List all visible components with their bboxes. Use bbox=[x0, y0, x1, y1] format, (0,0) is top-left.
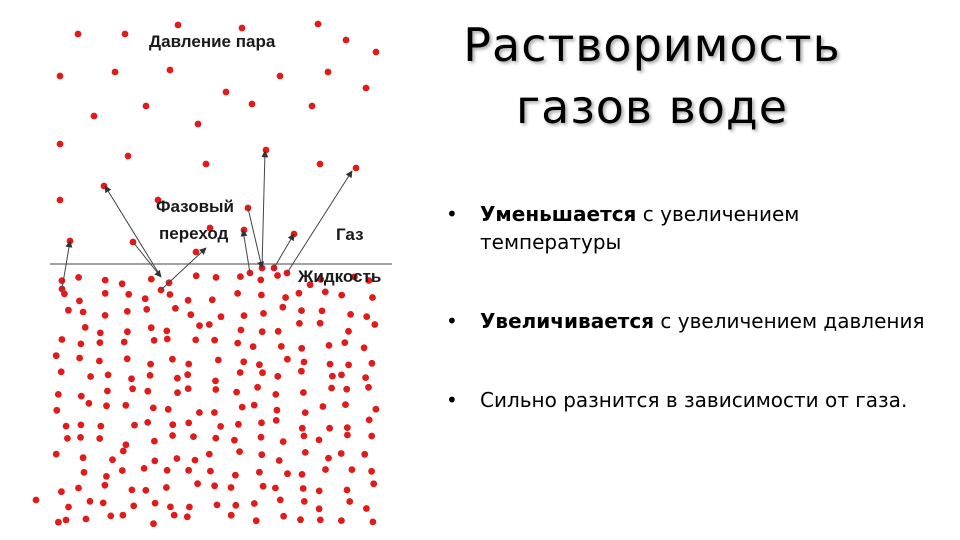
liquid-molecule bbox=[53, 352, 60, 359]
liquid-molecule bbox=[125, 291, 132, 298]
liquid-molecule bbox=[258, 451, 265, 458]
liquid-molecule bbox=[186, 504, 193, 511]
liquid-molecule bbox=[235, 421, 242, 428]
liquid-molecule bbox=[105, 372, 112, 379]
liquid-molecule bbox=[131, 422, 138, 429]
gas-molecule bbox=[353, 165, 360, 172]
liquid-molecule bbox=[368, 468, 375, 475]
liquid-molecule bbox=[302, 449, 309, 456]
gas-molecule bbox=[241, 227, 248, 234]
liquid-molecule bbox=[260, 483, 267, 490]
liquid-molecule bbox=[96, 358, 103, 365]
liquid-molecule bbox=[301, 433, 308, 440]
liquid-molecule bbox=[338, 292, 345, 299]
liquid-molecule bbox=[206, 321, 213, 328]
liquid-molecule bbox=[77, 434, 84, 441]
liquid-molecule bbox=[75, 274, 82, 281]
liquid-molecule bbox=[342, 401, 349, 408]
liquid-molecule bbox=[273, 417, 280, 424]
liquid-molecule bbox=[326, 425, 333, 432]
gas-molecule bbox=[33, 497, 40, 504]
liquid-molecule bbox=[184, 513, 191, 520]
liquid-molecule bbox=[300, 389, 307, 396]
gas-molecule bbox=[175, 22, 182, 29]
arrow bbox=[62, 241, 70, 289]
arrow bbox=[133, 242, 161, 277]
liquid-molecule bbox=[259, 369, 266, 376]
liquid-molecule bbox=[97, 423, 104, 430]
liquid-molecule bbox=[239, 404, 246, 411]
liquid-molecule bbox=[232, 502, 239, 509]
liquid-molecule bbox=[319, 308, 326, 315]
liquid-molecule bbox=[345, 328, 352, 335]
liquid-molecule bbox=[53, 407, 60, 414]
liquid-molecule bbox=[123, 441, 130, 448]
liquid-molecule bbox=[217, 423, 224, 430]
gas-molecule bbox=[223, 89, 230, 96]
liquid-molecule bbox=[298, 307, 305, 314]
liquid-molecule bbox=[151, 337, 158, 344]
liquid-molecule bbox=[298, 345, 305, 352]
liquid-molecule bbox=[87, 373, 94, 380]
liquid-molecule bbox=[284, 470, 291, 477]
gas-molecule bbox=[57, 73, 64, 80]
liquid-molecule bbox=[64, 435, 71, 442]
liquid-molecule bbox=[102, 482, 109, 489]
phase-transition-label-line2: переход bbox=[159, 224, 229, 243]
liquid-molecule bbox=[209, 296, 216, 303]
liquid-molecule bbox=[361, 344, 368, 351]
liquid-molecule bbox=[232, 472, 239, 479]
liquid-molecule bbox=[86, 400, 93, 407]
gas-molecule bbox=[309, 103, 316, 110]
liquid-molecule bbox=[174, 389, 181, 396]
liquid-molecule bbox=[206, 451, 213, 458]
liquid-molecule bbox=[81, 469, 88, 476]
liquid-molecule bbox=[207, 468, 214, 475]
liquid-molecule bbox=[241, 312, 248, 319]
liquid-molecule bbox=[129, 487, 136, 494]
gas-molecule bbox=[122, 31, 129, 38]
gas-molecule bbox=[325, 69, 332, 76]
liquid-molecule bbox=[325, 455, 332, 462]
arrow bbox=[243, 230, 250, 273]
liquid-molecule bbox=[147, 361, 154, 368]
liquid-molecule bbox=[280, 513, 287, 520]
liquid-molecule bbox=[211, 409, 218, 416]
bullet-text: Сильно разнится в зависимости от газа. bbox=[480, 388, 908, 412]
liquid-molecule bbox=[65, 307, 72, 314]
liquid-molecule bbox=[143, 306, 150, 313]
liquid-molecule bbox=[228, 512, 235, 519]
liquid-molecule bbox=[237, 369, 244, 376]
bullet-icon: • bbox=[446, 202, 458, 226]
liquid-molecule bbox=[316, 505, 323, 512]
liquid-molecule bbox=[211, 482, 218, 489]
liquid-molecule bbox=[279, 304, 286, 311]
gas-molecule bbox=[343, 37, 350, 44]
bullet-icon: • bbox=[446, 388, 458, 412]
liquid-molecule bbox=[185, 467, 192, 474]
liquid-molecule bbox=[277, 497, 284, 504]
liquid-molecule bbox=[78, 393, 85, 400]
liquid-molecule bbox=[301, 498, 308, 505]
liquid-molecule bbox=[174, 375, 181, 382]
liquid-molecule bbox=[284, 356, 291, 363]
liquid-molecule bbox=[190, 433, 197, 440]
liquid-molecule bbox=[55, 391, 62, 398]
liquid-molecule bbox=[276, 457, 283, 464]
liquid-molecule bbox=[163, 484, 170, 491]
liquid-molecule bbox=[326, 342, 333, 349]
bullet-item bbox=[446, 200, 926, 256]
liquid-molecule bbox=[102, 277, 109, 284]
liquid-molecule bbox=[184, 371, 191, 378]
liquid-molecule bbox=[82, 324, 89, 331]
liquid-molecule bbox=[322, 289, 329, 296]
gas-molecule bbox=[167, 67, 174, 74]
liquid-molecule bbox=[218, 313, 225, 320]
liquid-molecule bbox=[124, 355, 131, 362]
bullet-list bbox=[446, 200, 926, 465]
liquid-molecule bbox=[163, 328, 170, 335]
liquid-molecule bbox=[365, 384, 372, 391]
liquid-molecule bbox=[164, 467, 171, 474]
liquid-molecule bbox=[299, 471, 306, 478]
arrow bbox=[287, 171, 352, 273]
liquid-molecule bbox=[185, 297, 192, 304]
liquid-molecule bbox=[256, 361, 263, 368]
liquid-molecule bbox=[109, 456, 116, 463]
liquid-molecule bbox=[338, 517, 345, 524]
slide-title-line2: газов воде bbox=[515, 80, 789, 134]
liquid-molecule bbox=[347, 311, 354, 318]
liquid-molecule bbox=[296, 320, 303, 327]
gas-molecule bbox=[249, 101, 256, 108]
liquid-molecule bbox=[142, 487, 149, 494]
liquid-molecule bbox=[298, 368, 305, 375]
liquid-molecule bbox=[78, 422, 85, 429]
liquid-molecule bbox=[349, 466, 356, 473]
liquid-molecule bbox=[104, 388, 111, 395]
liquid-molecule bbox=[150, 520, 157, 527]
liquid-molecule bbox=[368, 433, 375, 440]
liquid-molecule bbox=[253, 517, 260, 524]
liquid-molecule bbox=[148, 276, 155, 283]
liquid-molecule bbox=[76, 298, 83, 305]
liquid-molecule bbox=[96, 435, 103, 442]
liquid-molecule bbox=[151, 438, 158, 445]
liquid-molecule bbox=[338, 372, 345, 379]
liquid-molecule bbox=[322, 466, 329, 473]
liquid-molecule bbox=[150, 405, 157, 412]
liquid-molecule bbox=[65, 504, 72, 511]
liquid-molecule bbox=[144, 419, 151, 426]
liquid-molecule bbox=[97, 339, 104, 346]
liquid-molecule bbox=[316, 488, 323, 495]
liquid-molecule bbox=[83, 516, 90, 523]
liquid-molecule bbox=[320, 403, 327, 410]
liquid-molecule bbox=[59, 336, 66, 343]
liquid-molecule bbox=[366, 417, 373, 424]
liquid-molecule bbox=[317, 320, 324, 327]
gas-molecule bbox=[203, 161, 210, 168]
liquid-molecule bbox=[165, 406, 172, 413]
liquid-molecule bbox=[280, 438, 287, 445]
liquid-molecule bbox=[75, 485, 82, 492]
liquid-molecule bbox=[58, 368, 65, 375]
bullet-text: с увеличением давления bbox=[654, 309, 925, 333]
gas-molecule bbox=[373, 49, 380, 56]
liquid-molecule bbox=[102, 312, 109, 319]
liquid-molecule bbox=[254, 384, 261, 391]
liquid-molecule bbox=[363, 313, 370, 320]
liquid-molecule bbox=[317, 517, 324, 524]
liquid-molecule bbox=[214, 502, 221, 509]
liquid-molecule bbox=[103, 473, 110, 480]
liquid-molecule bbox=[274, 272, 281, 279]
liquid-molecule bbox=[53, 451, 60, 458]
liquid-molecule bbox=[144, 388, 151, 395]
liquid-molecule bbox=[58, 488, 65, 495]
liquid-molecule bbox=[250, 343, 257, 350]
liquid-molecule bbox=[185, 420, 192, 427]
gas-molecule bbox=[239, 25, 246, 32]
gas-molecule bbox=[363, 85, 370, 92]
liquid-molecule bbox=[370, 480, 377, 487]
liquid-molecule bbox=[236, 448, 243, 455]
gas-molecule bbox=[317, 161, 324, 168]
liquid-molecule bbox=[212, 378, 219, 385]
gas-molecule bbox=[91, 113, 98, 120]
slide-title bbox=[432, 14, 872, 138]
liquid-molecule bbox=[212, 386, 219, 393]
liquid-molecule bbox=[128, 375, 135, 382]
liquid-molecule bbox=[152, 500, 159, 507]
liquid-molecule bbox=[272, 391, 279, 398]
liquid-molecule bbox=[213, 274, 220, 281]
gas-label: Газ bbox=[336, 225, 364, 244]
liquid-molecule bbox=[80, 309, 87, 316]
liquid-molecule bbox=[258, 419, 265, 426]
liquid-molecule bbox=[148, 324, 155, 331]
arrow bbox=[161, 248, 206, 290]
phase-transition-label-line1: Фазовый bbox=[156, 197, 235, 216]
liquid-molecule bbox=[211, 337, 218, 344]
liquid-molecule bbox=[167, 504, 174, 511]
liquid-molecule bbox=[80, 454, 87, 461]
liquid-molecule bbox=[55, 519, 62, 526]
gas-molecule bbox=[75, 31, 82, 38]
liquid-molecule bbox=[167, 291, 174, 298]
liquid-molecule bbox=[362, 374, 369, 381]
liquid-molecule bbox=[274, 407, 281, 414]
liquid-molecule bbox=[344, 487, 351, 494]
liquid-molecule bbox=[344, 424, 351, 431]
liquid-molecule bbox=[124, 328, 131, 335]
vapor-pressure-label: Давление пара bbox=[149, 32, 276, 51]
liquid-molecule bbox=[297, 516, 304, 523]
liquid-molecule bbox=[272, 485, 279, 492]
liquid-molecule bbox=[130, 503, 137, 510]
liquid-molecules bbox=[53, 265, 380, 527]
liquid-molecule bbox=[63, 423, 70, 430]
liquid-molecule bbox=[129, 385, 136, 392]
liquid-molecule bbox=[256, 469, 263, 476]
liquid-molecule bbox=[328, 385, 335, 392]
liquid-molecule bbox=[194, 480, 201, 487]
liquid-molecule bbox=[278, 343, 285, 350]
liquid-molecule bbox=[240, 358, 247, 365]
liquid-molecule bbox=[343, 386, 350, 393]
gas-molecule bbox=[277, 73, 284, 80]
liquid-molecule bbox=[234, 290, 241, 297]
liquid-molecule bbox=[371, 321, 378, 328]
liquid-molecule bbox=[78, 341, 85, 348]
liquid-molecule bbox=[147, 372, 154, 379]
liquid-molecule bbox=[275, 328, 282, 335]
liquid-molecule bbox=[100, 500, 107, 507]
liquid-molecule bbox=[120, 512, 127, 519]
liquid-molecule bbox=[341, 339, 348, 346]
liquid-molecule bbox=[238, 327, 245, 334]
liquid-molecule bbox=[185, 385, 192, 392]
bullet-bold: Уменьшается bbox=[480, 202, 637, 226]
liquid-molecule bbox=[102, 290, 109, 297]
liquid-molecule bbox=[141, 465, 148, 472]
arrow bbox=[248, 208, 262, 268]
liquid-molecule bbox=[215, 357, 222, 364]
liquid-molecule bbox=[174, 455, 181, 462]
arrow bbox=[105, 186, 161, 277]
liquid-molecule bbox=[258, 434, 265, 441]
liquid-molecule bbox=[259, 328, 266, 335]
liquid-molecule bbox=[361, 451, 368, 458]
liquid-molecule bbox=[103, 402, 110, 409]
liquid-molecule bbox=[187, 311, 194, 318]
gas-molecule bbox=[57, 141, 64, 148]
liquid-molecule bbox=[233, 389, 240, 396]
liquid-molecule bbox=[151, 458, 158, 465]
gas-molecule bbox=[195, 121, 202, 128]
liquid-molecule bbox=[345, 362, 352, 369]
liquid-molecule bbox=[327, 361, 334, 368]
liquid-molecule bbox=[196, 409, 203, 416]
bullet-item bbox=[446, 307, 926, 335]
liquid-molecule bbox=[171, 512, 178, 519]
liquid-molecule bbox=[169, 356, 176, 363]
liquid-molecule bbox=[338, 450, 345, 457]
liquid-molecule bbox=[370, 519, 377, 526]
liquid-molecule bbox=[282, 294, 289, 301]
liquid-molecule bbox=[185, 361, 192, 368]
liquid-molecule bbox=[212, 435, 219, 442]
liquid-molecule bbox=[257, 277, 264, 284]
liquid-molecule bbox=[234, 340, 241, 347]
bullet-item bbox=[446, 386, 926, 414]
liquid-molecule bbox=[61, 290, 68, 297]
liquid-molecule bbox=[369, 360, 376, 367]
phase-diagram bbox=[0, 0, 420, 540]
gas-molecule bbox=[315, 21, 322, 28]
liquid-molecule bbox=[231, 437, 238, 444]
liquid-molecule bbox=[373, 406, 380, 413]
liquid-molecule bbox=[192, 337, 199, 344]
liquid-molecule bbox=[258, 292, 265, 299]
liquid-molecule bbox=[329, 373, 336, 380]
liquid-molecule bbox=[87, 498, 94, 505]
liquid-molecule bbox=[260, 310, 267, 317]
arrow bbox=[262, 151, 265, 268]
liquid-molecule bbox=[369, 294, 376, 301]
liquid-molecule bbox=[119, 467, 126, 474]
liquid-molecule bbox=[302, 409, 309, 416]
liquid-molecule bbox=[124, 308, 131, 315]
liquid-molecule bbox=[196, 322, 203, 329]
liquid-molecule bbox=[363, 505, 370, 512]
slide-title-line1: Растворимость bbox=[463, 18, 841, 72]
liquid-molecule bbox=[172, 305, 179, 312]
liquid-molecule bbox=[169, 421, 176, 428]
liquid-molecule bbox=[251, 500, 258, 507]
liquid-molecule bbox=[301, 359, 308, 366]
liquid-molecule bbox=[142, 295, 149, 302]
liquid-molecule bbox=[228, 484, 235, 491]
liquid-molecule bbox=[300, 485, 307, 492]
gas-molecule bbox=[143, 103, 150, 110]
liquid-molecule bbox=[346, 498, 353, 505]
bullet-icon: • bbox=[446, 309, 458, 333]
liquid-molecule bbox=[169, 432, 176, 439]
liquid-molecule bbox=[97, 330, 104, 337]
liquid-molecule bbox=[316, 437, 323, 444]
liquid-molecule bbox=[164, 336, 171, 343]
liquid-molecule bbox=[237, 273, 244, 280]
gas-molecule bbox=[193, 249, 200, 256]
liquid-molecule bbox=[107, 513, 114, 520]
liquid-molecule bbox=[192, 457, 199, 464]
liquid-molecule bbox=[274, 373, 281, 380]
gas-molecule bbox=[63, 517, 70, 524]
liquid-molecule bbox=[122, 402, 129, 409]
liquid-molecule bbox=[119, 280, 126, 287]
liquid-molecule bbox=[299, 425, 306, 432]
liquid-label: Жидкость bbox=[298, 267, 382, 286]
bullet-text: с увеличением температуры bbox=[480, 202, 800, 254]
liquid-molecule bbox=[344, 432, 351, 439]
gas-molecule bbox=[57, 197, 64, 204]
arrow bbox=[274, 234, 294, 268]
gas-molecule bbox=[125, 153, 132, 160]
liquid-molecule bbox=[296, 290, 303, 297]
liquid-molecule bbox=[120, 448, 127, 455]
liquid-molecule bbox=[193, 272, 200, 279]
gas-molecule bbox=[112, 69, 119, 76]
gas-molecule bbox=[263, 147, 270, 154]
liquid-molecule bbox=[121, 339, 128, 346]
liquid-molecule bbox=[76, 355, 83, 362]
liquid-molecule bbox=[251, 402, 258, 409]
bullet-bold: Увеличивается bbox=[480, 309, 655, 333]
